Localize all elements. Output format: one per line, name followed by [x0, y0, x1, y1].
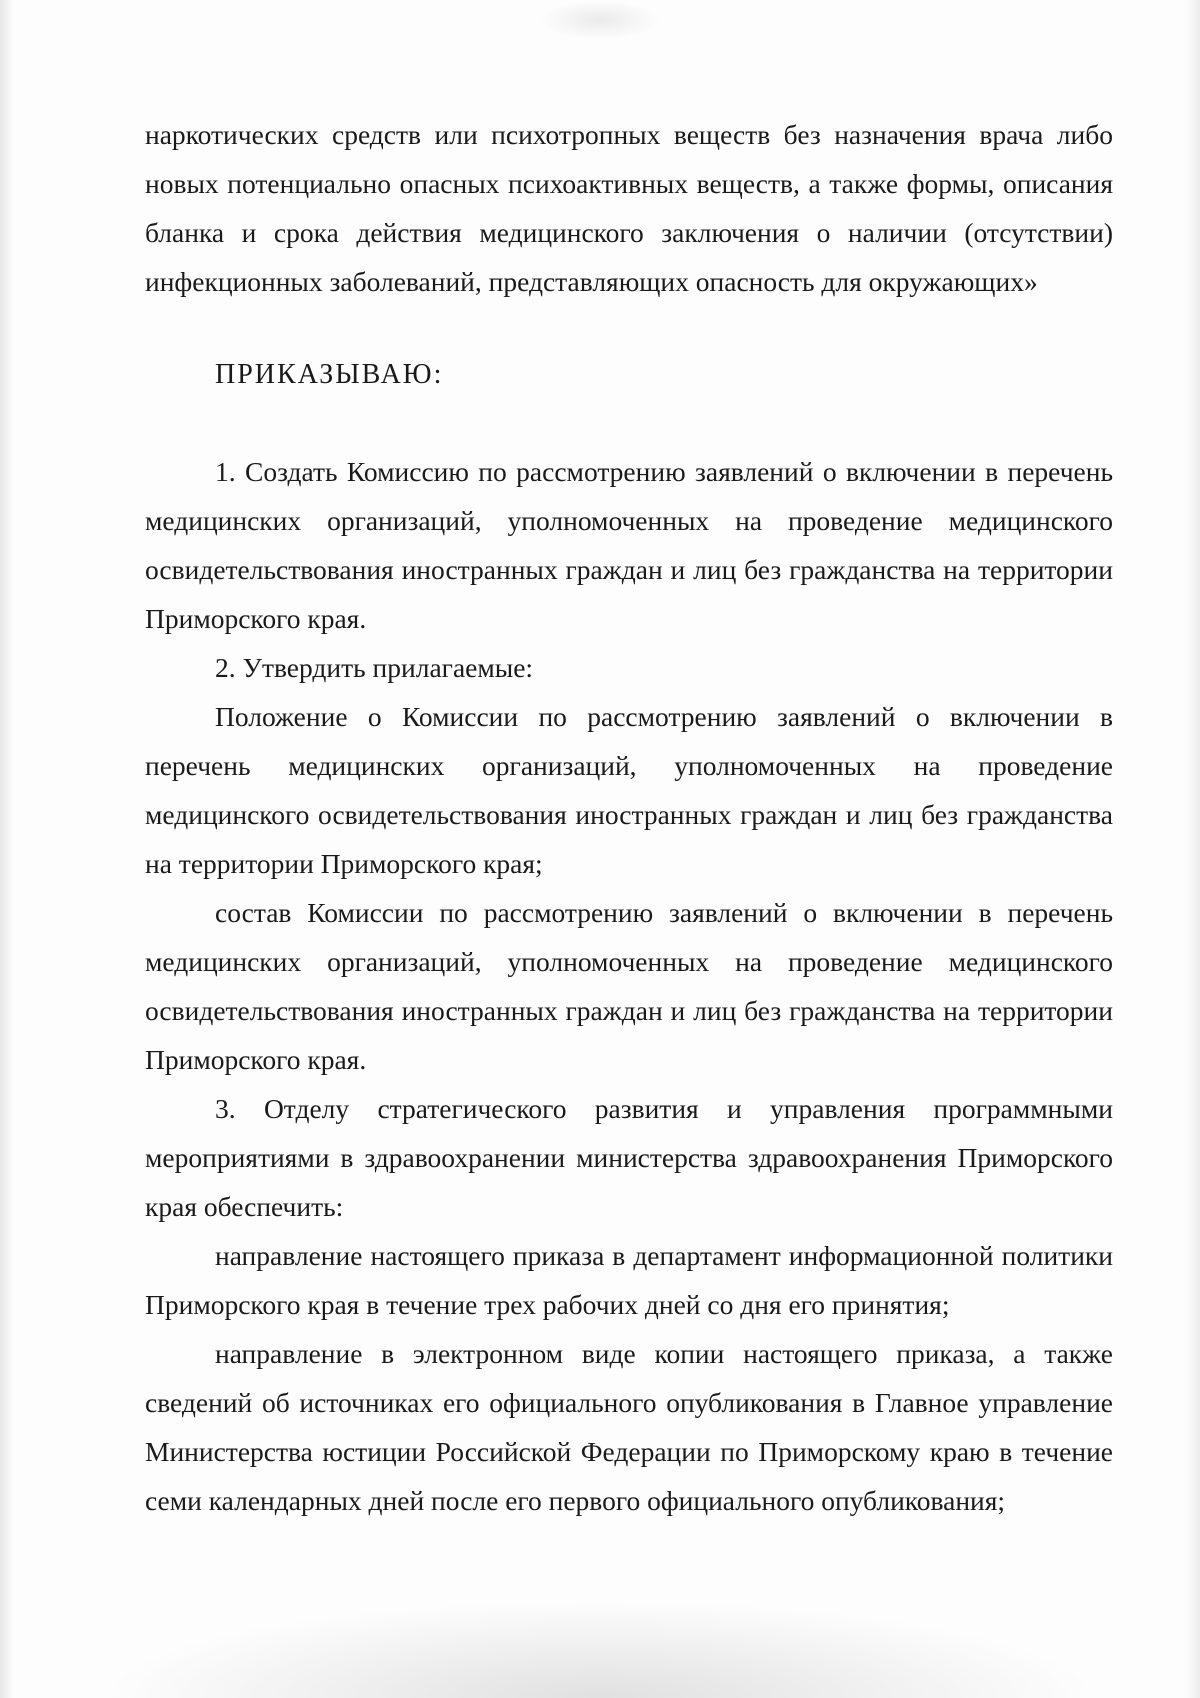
scan-artifact-bottom	[100, 1600, 1100, 1698]
order-heading: ПРИКАЗЫВАЮ:	[215, 359, 444, 390]
item-2-approve: 2. Утвердить прилагаемые:	[215, 652, 534, 683]
scan-artifact-top	[540, 0, 660, 40]
intro-paragraph: наркотических средств или психотропных веществ без назначения врача либо новых потенциально опасных психоактивных веществ, а также формы, описания бланка и срока действия медицинского заключения о наличии (отсутствии) инфекционных заболеваний, представляющих опасность для окружающих»	[145, 119, 1113, 297]
item-1-create-commission: 1. Создать Комиссию по рассмотрению заявлений о включении в перечень медицинских организаций, уполномоченных на проведение медицинского освидетельствования иностранных граждан и лиц без гражданства на территории Приморского края.	[145, 456, 1113, 634]
item-3-department: 3. Отделу стратегического развития и управления программными мероприятиями в здравоохранении министерства здравоохранения Приморского края обеспечить:	[145, 1093, 1113, 1222]
item-3-send-order: направление настоящего приказа в департамент информационной политики Приморского края в течение трех рабочих дней со дня его принятия;	[145, 1240, 1113, 1320]
scan-edge-left	[0, 0, 14, 1698]
scan-edge-right	[1186, 0, 1200, 1698]
item-2-composition: состав Комиссии по рассмотрению заявлений о включении в перечень медицинских организаций, уполномоченных на проведение медицинского освидетельствования иностранных граждан и лиц без гражданства на территории Приморского края.	[145, 897, 1113, 1075]
document-body	[145, 110, 1113, 1525]
item-3-send-copy: направление в электронном виде копии настоящего приказа, а также сведений об источниках его официального опубликования в Главное управление Министерства юстиции Российской Федерации по Приморскому краю в течение семи календарных дней после его первого официального опубликования;	[145, 1338, 1113, 1516]
item-2-regulation: Положение о Комиссии по рассмотрению заявлений о включении в перечень медицинских организаций, уполномоченных на проведение медицинского освидетельствования иностранных граждан и лиц без гражданства на территории Приморского края;	[145, 701, 1113, 879]
